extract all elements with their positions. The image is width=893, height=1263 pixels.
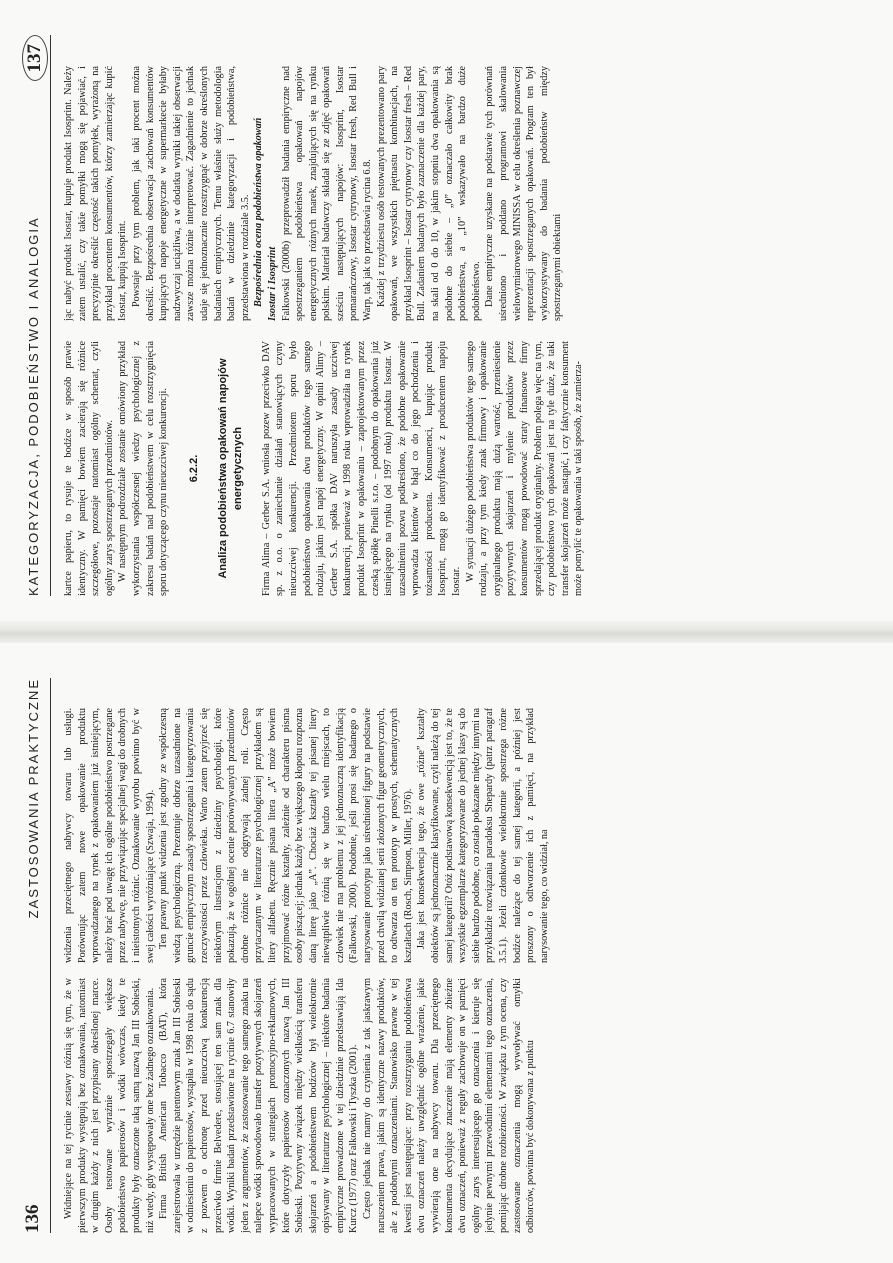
paragraph: Falkowski (2000b) przeprowadził badania empiryczne nad spostrzeganiem podobieństwa opakowań napojów energetycznych różnych marek, znajdujących się na rynku polskim. Materiał badawczy składał się ze zdjęć opakowań sześciu następujących napojów: Isosprint, Isostar pomarańczowy, Isostar cytrynowy, Isostar fresh, Red Bull i Warp, tak jak to przedstawia rycina 6.8. [280, 66, 374, 321]
left-column-2 [62, 708, 870, 963]
subheading: Bezpośrednia ocena podobieństwa opakowań [253, 117, 265, 307]
paragraph: Powstaje przy tym problem, jak taki procent można określić. Bezpośrednia obserwacja zachowań konsumentów kupujących napoje energetyczne w supermarkecie byłaby nadzwyczaj uciążliwa, a w dodatku wyniki takiej obserwacji zawsze można różnie interpretować. Zagadnienie to jednak udaje się jednoznacznie rozstrzygnąć w dobrze określonych badaniach empirycznych. Temu właśnie służy metodologia badań w dziedzinie kategoryzacji i podobieństwa, przedstawiona w rozdziale 3.5. [130, 66, 251, 321]
section-heading [187, 341, 246, 596]
paragraph: widzenia przeciętnego nabywcy towaru lub usługi. Porównując zatem nowe opakowanie produktu wprowadzanego na rynek z opakowaniem już istniejącym, należy brać pod uwagę ich ogólne podobieństwo postrzegane przez nabywcę, nie przywiązując specjalnej wagi do drobnych i nieistotnych różnic. Oznakowanie wyrobu powinno być w swej całości wyróżniające (Szwaja, 1994). [63, 708, 156, 963]
left-column-1 [62, 978, 870, 1233]
paragraph: Widniejące na tej rycinie zestawy różnią się tym, że w pierwszym produkty występują bez oznakowania, natomiast w drugim każdy z nich jest przypisany określonej marce. Osoby testowane wyraźnie spostrzegały większe podobieństwo papierosów i wódki wówczas, kiedy te produkty były oznaczone taką samą nazwą Jan III Sobieski, niż wtedy, gdy występowały one bez żadnego oznakowania. [63, 978, 156, 1233]
right-page [0, 0, 893, 621]
section-title: Analiza podobieństwa opakowań napojów energetycznych [216, 358, 244, 579]
paragraph: Dane empiryczne uzyskane na podstawie tych porównań uśredniono i poddano programowi skalowania wielowymiarowego MINISSA w celu określenia poznawczej reprezentacji spostrzeganych opakowań. Program ten był wykorzystywany do badania podobieństw między spostrzeganymi obiektami [484, 66, 564, 321]
right-column-1 [62, 341, 870, 596]
book-gutter [0, 621, 893, 643]
paragraph: Jaka jest konsekwencja tego, że owe „różne” kształty obiektów są jednoznacznie klasyfikowane, czyli należą do tej samej kategorii? Otóż podstawową konsekwencją jest to, że te wszystkie egzemplarze kategoryzowane do jednej klasy są do siebie bardzo podobne, co zostało pokazane między innymi na przykładzie rozwiązania paradoksu Shepardy (patrz paragraf 3.5.1). Jeżeli członkowie wielokrotnie spostrzega różne bodźce należące do tej samej kategorii, a później jest proszony o odtworzenie ich z pamięci, na przykład narysowanie tego, co widział, na [416, 708, 550, 963]
paragraph: jąc nabyć produkt Isostar, kupuje produkt Isosprint. Należy zatem ustalić, czy takie pomyłki mogą się pojawiać, i precyzyjnie określić częstość takich pomyłek, wyrażoną na przykład procentem konsumentów, którzy zamierzając kupić Isostar, kupują Isosprint. [63, 66, 129, 321]
paragraph: Każdej z trzydziestu osób testowanych prezentowano pary opakowań, we wszystkich piętnastu kombinacjach, na przykład Isosprint – Isostar cytrynowy czy Isostar fresh – Red Bull. Zadaniem badanych było zaznaczenie dla każdej pary, na skali od 0 do 10, w jakim stopniu dwa opakowania są podobne do siebie – „0” oznaczało całkowity brak podobieństwa, a „10” wskazywało na bardzo duże podobieństwo. [375, 66, 482, 321]
paragraph: Firma Alima – Gerber S.A. wniosła pozew przeciwko DAV sp. z o.o. o zaniechanie działań stanowiących czyny nieuczciwej konkurencji. Przedmiotem sporu było podobieństwo opakowania dwu produktów tego samego rodzaju, jakim jest napój energetyczny. W opinii Alimy – Gerber S.A. spółka DAV naruszyła zasady uczciwej konkurencji, ponieważ w 1998 roku wprowadziła na rynek produkt Isosprint w opakowaniu – zaprojektowanym przez czeską spółkę Pinelli s.r.o. – podobnym do opakowania już istniejącego na rynku (od 1997 roku) produktu Isostar. W uzasadnieniu pozwu podkreślono, że podobne opakowanie wprowadza klientów w błąd co do jego pochodzenia i tożsamości producenta. Konsumenci, kupując produkt Isosprint, mogą go identyfikować z producentem napoju Isostar. [260, 341, 463, 596]
left-running-head: ZASTOSOWANIA PRAKTYCZNE [26, 678, 41, 919]
left-page-header [22, 678, 52, 1233]
right-page-number: 137 [22, 35, 48, 82]
paragraph: W następnym podrozdziale zostanie omówiony przykład wykorzystania współczesnej wiedzy psychologicznej z zakresu badań nad podobieństwem w celu rozstrzygnięcia sporu dotyczącego czynu nieuczciwej konkurencji. [117, 341, 170, 596]
paragraph: Często jednak nie mamy do czynienia z tak jaskrawym naruszeniem prawa, jakim są identyczne nazwy produktów, ale z podobnymi oznaczeniami. Stanowisko prawne w tej kwestii jest następujące: przy rozstrzyganiu podobieństwa dwu oznaczeń należy uwzględnić ogólne wrażenie, jakie wywierają one na nabywcy towaru. Dla przeciętnego konsumenta decydujące znaczenie mają elementy zbieżne dwu oznaczeń, ponieważ z reguły zachowuje on w pamięci ogólny zarys interesującego go oznaczenia i kieruje się jedynie pewnymi przewodnimi elementami tego oznaczenia, pomijając drobne rozbieżności. W związku z tym ocena, czy zastosowane oznaczenia mogą wywoływać omyłki odbiorców, powinna być dokonywana z punktu [362, 978, 537, 1233]
right-header-rule [50, 35, 51, 596]
section-number: 6.2.2. [187, 454, 200, 483]
right-column-2 [62, 66, 870, 321]
paragraph: Ten prawny punkt widzenia jest zgodny ze współczesną wiedzą psychologiczną. Prezentuje dobrze uzasadnione na gruncie empirycznym zasady spostrzegania i kategoryzowania rzeczywistości przez człowieka. Warto zatem przyjrzeć się niektórym ilustracjom z dziedziny psychologii, które pokazują, że w ogólnej ocenie porównywanych przedmiotów drobne różnice nie odgrywają żadnej roli. Często przytaczanym w literaturze psychologicznej przykładem są litery alfabetu. Ręcznie pisana litera „A” może bowiem przyjmować różne kształty, zależnie od charakteru pisma osoby piszącej; jednak każdy bez większego kłopotu rozpozna daną literę jako „A”. Chociaż kształty tej pisanej litery niewątpliwie różnią się w bardzo wielu miejscach, to człowiek nie ma problemu z jej jednoznaczną identyfikacją (Falkowski, 2000). Podobnie, jeśli prosi się badanego o narysowanie prototypu jako uśrednionej figury na podstawie przed chwilą widzianej serii złożonych figur geometrycznych, to odtwarza on ten prototyp w prostych, schematycznych kształtach (Rosch, Simpson, Miller, 1976). [158, 708, 414, 963]
subsubheading: Isostar i Isosprint [266, 246, 278, 321]
paragraph: kartce papieru, to rysuje te bodźce w sposób prawie identyczny. W pamięci bowiem zacierają się różnice szczegółowe, pozostaje natomiast ogólny schemat, czyli ogólny zarys spostrzeganych przedmiotów. [63, 341, 115, 596]
right-running-head: KATEGORYZACJA, PODOBIEŃSTWO I ANALOGIA [26, 216, 41, 596]
paragraph: Firma British American Tobacco (BAT), która zarejestrowała w urzędzie patentowym znak Jan III Sobieski w odniesieniu do papierosów, wystąpiła w 1998 roku do sądu z pozwem o ochronę przed nieuczciwą konkurencją przeciwko firmie Belvedere, stosującej ten sam znak dla wódki. Wyniki badań przedstawione na rycinie 6.7 stanowiły jeden z argumentów, że zastosowanie tego samego znaku na nalepce wódki spowodowało transfer pozytywnych skojarzeń wypracowanych w strategiach promocyjno-reklamowych, które dotyczyły papierosów oznaczonych nazwą Jan III Sobieski. Pozytywny związek między wielkością transferu skojarzeń a podobieństwem bodźców był wielokrotnie opisywany w literaturze psychologicznej – niektóre badania empiryczne prowadzone w tej dziedzinie przedstawiają Ida Kurcz (1977) oraz Falkowski i Tyszka (2001). [158, 978, 360, 1233]
left-header-rule [50, 678, 51, 1233]
paragraph: W sytuacji dużego podobieństwa produktów tego samego rodzaju, a przy tym kiedy znak firmowy i opakowanie oryginalnego produktu mają dużą wartość, przeniesienie pozytywnych skojarzeń i mylenie produktów przez konsumentów mogą powodować straty finansowe firmy sprzedającej produkt oryginalny. Problem polega więc na tym, czy podobieństwo tych opakowań jest na tyle duże, że taki transfer skojarzeń może nastąpić, i czy faktycznie konsument może pomylić te opakowania w taki sposób, że zamierza- [464, 341, 585, 596]
left-page [0, 643, 893, 1263]
left-page-number: 136 [22, 1204, 43, 1233]
right-page-header [22, 35, 52, 596]
